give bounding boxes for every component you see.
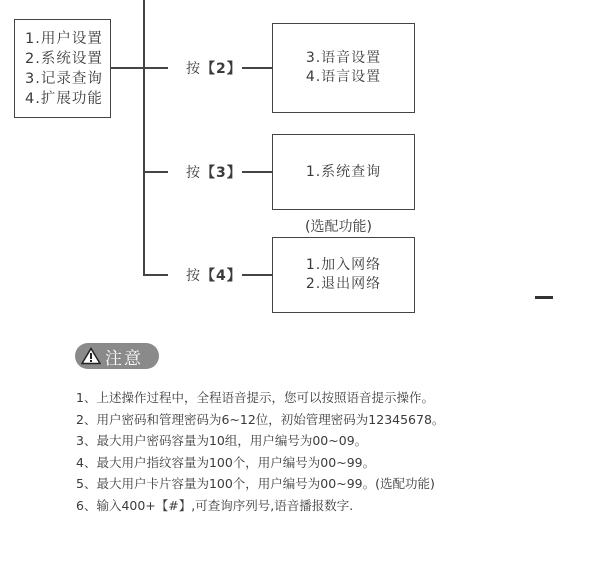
key-prefix: 按 — [186, 268, 201, 284]
notice-badge — [75, 343, 159, 369]
submenu-item: 2.退出网络 — [305, 276, 382, 292]
notice-title: 注意 — [105, 348, 143, 369]
main-menu-box — [14, 19, 111, 118]
key-code: 【2】 — [201, 61, 242, 77]
optional-feature-note: (选配功能) — [305, 219, 372, 235]
submenu-item: 1.加入网络 — [305, 257, 382, 273]
branch-line — [242, 171, 272, 173]
submenu-item: 1.系统查询 — [305, 163, 382, 180]
branch-line — [242, 67, 272, 69]
notice-item: 5、最大用户卡片容量为100个，用户编号为00~99。(选配功能) — [76, 476, 435, 492]
main-menu-item: 4.扩展功能 — [25, 90, 103, 107]
key-prefix: 按 — [186, 165, 201, 181]
trunk-line — [143, 0, 145, 275]
key-code: 【3】 — [201, 165, 242, 181]
submenu-item: 4.语言设置 — [305, 69, 382, 85]
notice-item: 3、最大用户密码容量为10组，用户编号为00~09。 — [76, 433, 368, 449]
branch-line — [143, 274, 168, 276]
submenu-box-4 — [272, 237, 415, 313]
artifact-mark — [535, 296, 553, 299]
key-prefix: 按 — [186, 61, 201, 77]
key-label-4 — [186, 265, 242, 285]
notice-item: 1、上述操作过程中，全程语音提示，您可以按照语音提示操作。 — [76, 390, 434, 405]
submenu-box-2 — [272, 23, 415, 113]
warning-triangle-icon — [81, 347, 101, 365]
main-menu-item: 3.记录查询 — [25, 70, 103, 87]
submenu-box-3 — [272, 134, 415, 210]
branch-line — [143, 171, 168, 173]
key-label-2 — [186, 58, 242, 78]
key-label-3 — [186, 162, 242, 182]
key-code: 【4】 — [201, 268, 242, 284]
notice-item: 2、用户密码和管理密码为6~12位，初始管理密码为12345678。 — [76, 411, 445, 427]
notice-list — [76, 387, 444, 517]
notice-item: 6、输入400+【#】,可查询序列号,语音播报数字. — [76, 497, 354, 513]
branch-line — [242, 274, 272, 276]
notice-item: 4、最大用户指纹容量为100个，用户编号为00~99。 — [76, 454, 376, 470]
submenu-item: 3.语音设置 — [305, 50, 382, 66]
connector-line — [111, 67, 144, 69]
branch-line — [143, 67, 168, 69]
main-menu-item: 2.系统设置 — [25, 50, 103, 67]
main-menu-item: 1.用户设置 — [25, 30, 103, 47]
